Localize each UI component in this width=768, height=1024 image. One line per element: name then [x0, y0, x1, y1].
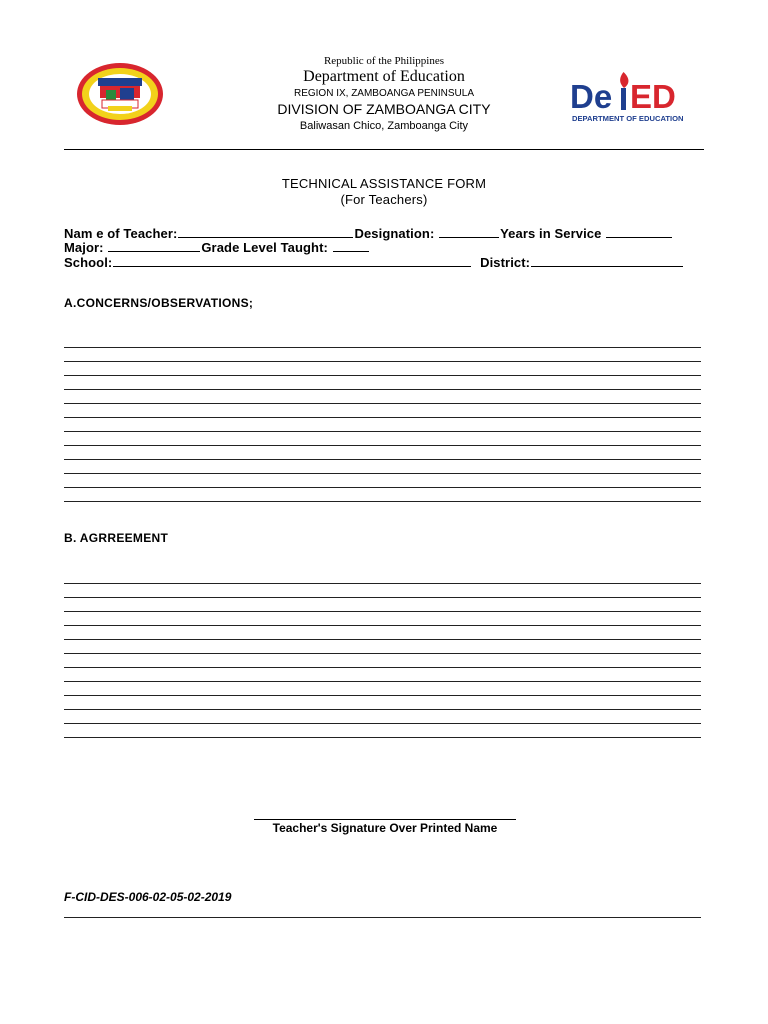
region-text: REGION IX, ZAMBOANGA PENINSULA: [293, 88, 475, 99]
signature-label: Teacher's Signature Over Printed Name: [272, 821, 498, 835]
grade-label: Grade Level Taught:: [201, 240, 328, 255]
district-field[interactable]: [531, 255, 683, 267]
concerns-line[interactable]: [64, 347, 701, 348]
section-b-label: B. AGRREEMENT: [64, 531, 169, 545]
agreement-line[interactable]: [64, 639, 701, 640]
teacher-name-field[interactable]: [178, 226, 353, 238]
grade-field[interactable]: [333, 240, 369, 252]
concerns-line[interactable]: [64, 417, 701, 418]
form-subtitle: (For Teachers): [340, 192, 428, 207]
field-row-1: [64, 226, 673, 241]
agreement-line[interactable]: [64, 653, 701, 654]
deped-logo-icon: [568, 68, 692, 126]
department-title: Department of Education: [303, 68, 465, 85]
agreement-line[interactable]: [64, 723, 701, 724]
agreement-line[interactable]: [64, 583, 701, 584]
agreement-line[interactable]: [64, 611, 701, 612]
school-field[interactable]: [113, 255, 471, 267]
concerns-line[interactable]: [64, 361, 701, 362]
form-code: F-CID-DES-006-02-05-02-2019: [64, 890, 232, 904]
concerns-line[interactable]: [64, 375, 701, 376]
republic-text: Republic of the Philippines: [323, 55, 445, 67]
agreement-line[interactable]: [64, 681, 701, 682]
school-label: School:: [64, 255, 113, 270]
deped-logo: [568, 68, 692, 126]
agreement-line[interactable]: [64, 709, 701, 710]
agreement-line[interactable]: [64, 695, 701, 696]
signature-line[interactable]: [254, 819, 516, 820]
district-label: District:: [480, 255, 531, 270]
form-title: TECHNICAL ASSISTANCE FORM: [281, 176, 487, 191]
concerns-line[interactable]: [64, 459, 701, 460]
footer-divider: [64, 917, 701, 918]
teacher-name-label: Nam e of Teacher:: [64, 226, 178, 241]
designation-label: Designation:: [354, 226, 435, 241]
concerns-line[interactable]: [64, 431, 701, 432]
concerns-line[interactable]: [64, 403, 701, 404]
svg-text:De: De: [570, 78, 613, 115]
address-text: Baliwasan Chico, Zamboanga City: [299, 120, 469, 132]
concerns-line[interactable]: [64, 473, 701, 474]
concerns-line[interactable]: [64, 501, 701, 502]
agreement-line[interactable]: [64, 597, 701, 598]
header-divider: [64, 149, 704, 150]
field-row-2: [64, 240, 370, 255]
concerns-line[interactable]: [64, 445, 701, 446]
deped-logo-subtext: DEPARTMENT OF EDUCATION: [572, 114, 684, 123]
agreement-line[interactable]: [64, 667, 701, 668]
designation-field[interactable]: [439, 226, 499, 238]
section-a-label: A.CONCERNS/OBSERVATIONS;: [64, 296, 254, 310]
concerns-line[interactable]: [64, 487, 701, 488]
concerns-line[interactable]: [64, 389, 701, 390]
svg-text:ED: ED: [630, 78, 676, 115]
agreement-line[interactable]: [64, 625, 701, 626]
years-field[interactable]: [606, 226, 672, 238]
years-label: Years in Service: [500, 226, 602, 241]
division-title: DIVISION OF ZAMBOANGA CITY: [277, 101, 491, 117]
major-field[interactable]: [108, 240, 200, 252]
field-row-3: [64, 255, 684, 270]
agreement-line[interactable]: [64, 737, 701, 738]
major-label: Major:: [64, 240, 104, 255]
